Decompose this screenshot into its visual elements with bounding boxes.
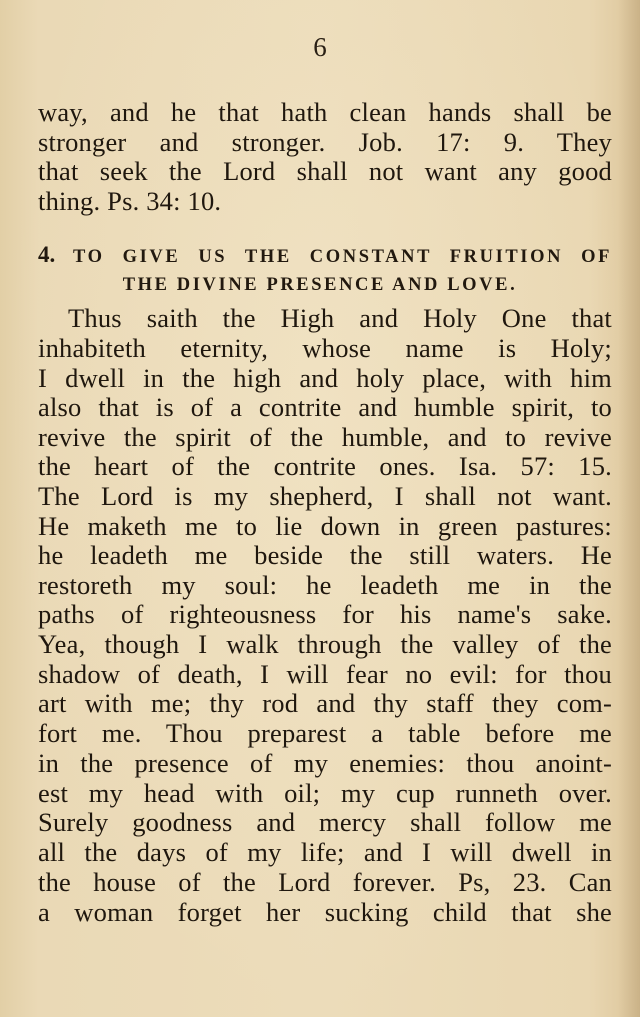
text-line: art with me; thy rod and thy staff they com- (38, 688, 612, 718)
text-line: in the presence of my enemies: thou anoint- (38, 748, 612, 778)
text-line: that seek the Lord shall not want any good (38, 156, 612, 186)
text-line: he leadeth me beside the still waters. He (38, 540, 612, 570)
text-line: He maketh me to lie down in green pastures: (38, 511, 612, 541)
text-line: fort me. Thou preparest a table before me (38, 718, 612, 748)
text-line: the heart of the contrite ones. Isa. 57: 15. (38, 451, 612, 481)
text-line: The Lord is my shepherd, I shall not want. (38, 481, 612, 511)
text-line: Yea, though I walk through the valley of the (38, 629, 612, 659)
text-line: restoreth my soul: he leadeth me in the (38, 570, 612, 600)
text-line: shadow of death, I will fear no evil: for thou (38, 659, 612, 689)
section-number: 4. (38, 242, 56, 267)
text-line: way, and he that hath clean hands shall be (38, 97, 612, 127)
page-edge-shadow (618, 0, 640, 1017)
text-line: revive the spirit of the humble, and to revive (38, 422, 612, 452)
section-heading-line-1 (38, 240, 612, 272)
section-heading-text: TO GIVE US THE CONSTANT FRUITION OF (72, 247, 612, 267)
section-heading-line-2: THE DIVINE PRESENCE AND LOVE. (122, 275, 518, 295)
text-line: stronger and stronger. Job. 17: 9. They (38, 127, 612, 157)
text-line: Thus saith the High and Holy One that (68, 303, 612, 333)
text-line: Surely goodness and mercy shall follow me (38, 807, 612, 837)
text-line: est my head with oil; my cup runneth over. (38, 778, 612, 808)
text-line: I dwell in the high and holy place, with him (38, 363, 612, 393)
text-line: the house of the Lord forever. Ps, 23. Can (38, 867, 612, 897)
page-number: 6 (313, 32, 327, 62)
text-line: all the days of my life; and I will dwell in (38, 837, 612, 867)
text-line: a woman forget her sucking child that she (38, 897, 612, 927)
text-line: paths of righteousness for his name's sake. (38, 599, 612, 629)
text-line: thing. Ps. 34: 10. (38, 186, 222, 216)
text-line: also that is of a contrite and humble spirit, to (38, 392, 612, 422)
text-line: inhabiteth eternity, whose name is Holy; (38, 333, 612, 363)
